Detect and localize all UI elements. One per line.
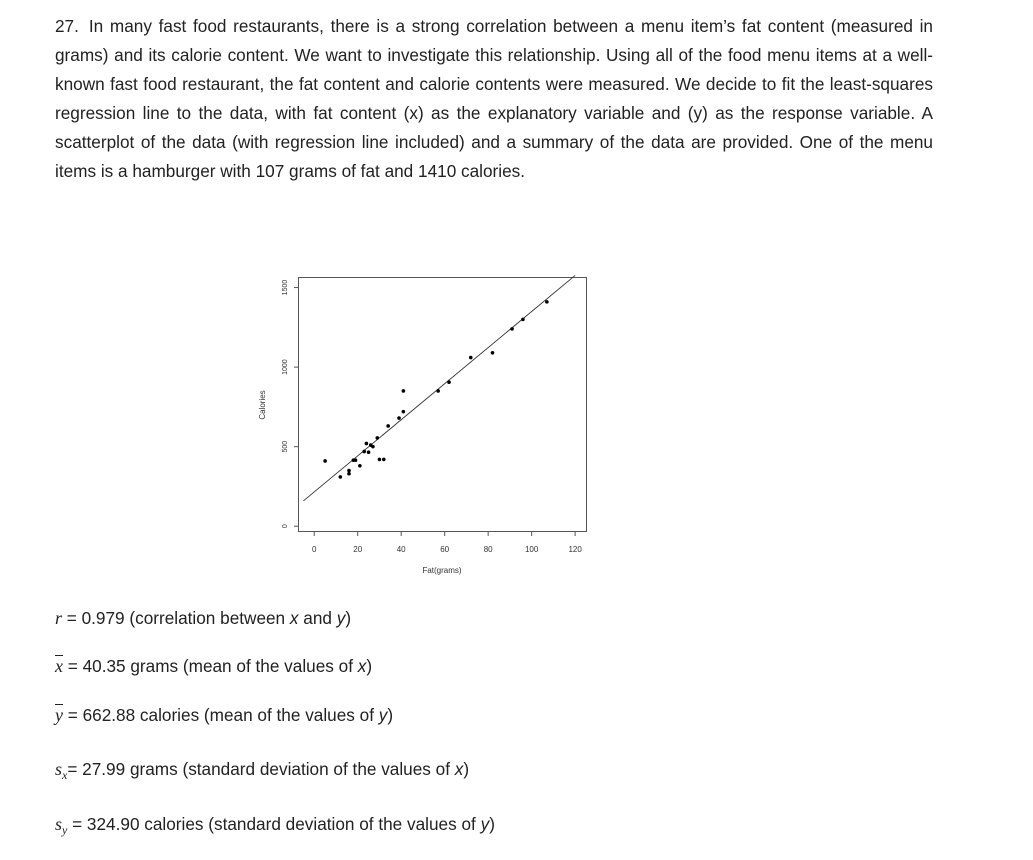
data-point [447,380,451,384]
x-tick-label: 40 [396,545,406,554]
data-point [362,450,366,454]
data-point [354,458,358,462]
data-point [347,472,351,476]
r-symbol: r [55,608,63,628]
problem-number: 27. [55,16,79,36]
axis-ticks [282,280,582,554]
regression-line [303,275,575,500]
data-point [402,389,406,393]
data-point [371,445,375,449]
plot-frame [299,278,587,532]
data-point [378,458,382,462]
data-point [386,424,390,428]
r-var-y: y [336,608,346,628]
problem-text: In many fast food restaurants, there is a strong correlation between a menu item’s fat content (measured in grams) and its calorie content. We want to investigate this relationship. Using all of the food menu items at a well-known fast food restaurant, the fat content and calorie contents were measured. We decide to fit the least-squares regression line to the data, with fat content (x) as the explanatory variable and (y) as the response variable. A scatterplot of the data (with regression line included) and a summary of the data are provided. One of the menu items is a hamburger with 107 grams of fat and 1410 calories. [55,16,933,181]
x-tick-label: 120 [568,545,582,554]
data-point [339,475,343,479]
ybar-end: ) [387,705,394,725]
data-point [397,416,401,420]
data-point [323,459,327,463]
sx-symbol [55,759,68,782]
sx-letter: s [55,759,63,779]
y-tick-label: 1000 [282,359,289,375]
data-point [545,300,549,304]
ybar-symbol: $\overline{y}$ [55,705,63,725]
data-point [521,318,525,322]
regression-line-group [303,275,575,500]
y-axis-label: Calories [258,390,267,420]
xbar-symbol: $\overline{x}$ [55,656,63,676]
x-tick-label: 0 [311,545,317,554]
sx-subscript: x [62,768,68,782]
data-point [375,436,379,440]
data-point [365,442,369,446]
xbar-var: x [357,656,367,676]
data-points [323,300,548,479]
x-tick-label: 20 [353,545,363,554]
x-tick-label: 60 [440,545,450,554]
sx-var: x [454,759,464,779]
data-point [510,327,514,331]
problem-statement [55,12,933,186]
data-point [347,469,351,473]
data-point [367,450,371,454]
data-point [436,389,440,393]
sy-var: y [480,814,490,834]
ybar-text: = 662.88 calories (mean of the values of [63,705,379,725]
r-mid: and [298,608,337,628]
sy-end: ) [489,814,495,834]
r-var-x: x [289,608,299,628]
ybar-var: y [378,705,388,725]
xbar-text: = 40.35 grams (mean of the values of [63,656,358,676]
r-text: = 0.979 (correlation between [62,608,290,628]
y-tick-label: 1500 [282,279,289,296]
y-tick-label: 0 [282,524,289,529]
x-tick-label: 80 [483,545,493,554]
stat-sx [55,759,469,783]
stat-sy [55,814,495,838]
stat-ybar [55,705,393,726]
sy-symbol [55,814,68,837]
sy-text: = 324.90 calories (standard deviation of the values of [67,814,481,834]
scatter-plot [250,265,600,585]
sy-letter: s [55,814,63,834]
stat-r [55,608,351,629]
stat-xbar [55,656,372,677]
data-point [382,458,386,462]
data-point [402,410,406,414]
sx-end: ) [463,759,470,779]
r-end: ) [345,608,352,628]
data-point [491,351,495,355]
y-tick-label: 500 [282,440,289,453]
sy-subscript: y [62,823,68,837]
sx-text: = 27.99 grams (standard deviation of the values of [67,759,455,779]
x-tick-label: 100 [524,545,539,554]
xbar-end: ) [366,656,373,676]
data-point [358,464,362,468]
data-point [469,356,473,360]
x-axis-label: Fat(grams) [422,566,462,575]
